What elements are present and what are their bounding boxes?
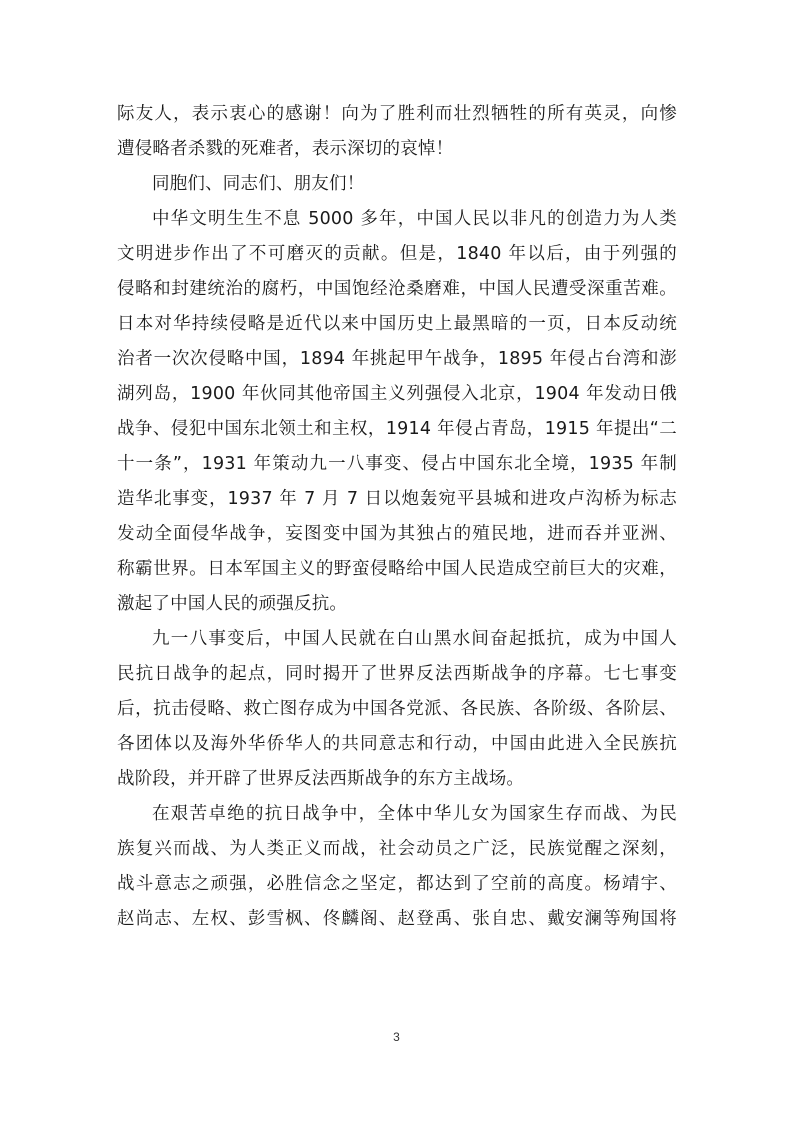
text-line: 民抗日战争的起点，同时揭开了世界反法西斯战争的序幕。七七事变 [117, 664, 677, 684]
text-line: 十一条”，1931 年策动九一八事变、侵占中国东北全境，1935 年制 [117, 454, 677, 474]
text-line: 各团体以及海外华侨华人的共同意志和行动，中国由此进入全民族抗 [117, 734, 677, 754]
text-line: 族复兴而战、为人类正义而战，社会动员之广泛，民族觉醒之深刻， [117, 839, 677, 859]
text-line: 文明进步作出了不可磨灭的贡献。但是，1840 年以后，由于列强的 [117, 244, 677, 264]
text-line: 称霸世界。日本军国主义的野蛮侵略给中国人民造成空前巨大的灾难， [117, 559, 677, 579]
text-line: 际友人，表示衷心的感谢！向为了胜利而壮烈牺牲的所有英灵，向惨 [117, 104, 677, 124]
text-line: 激起了中国人民的顽强反抗。 [117, 594, 348, 614]
page-number: 3 [393, 1030, 400, 1044]
text-line: 湖列岛，1900 年伙同其他帝国主义列强侵入北京，1904 年发动日俄 [117, 384, 677, 404]
text-line: 中华文明生生不息 5000 多年，中国人民以非凡的创造力为人类 [152, 209, 677, 229]
text-line: 后，抗击侵略、救亡图存成为中国各党派、各民族、各阶级、各阶层、 [117, 699, 677, 719]
body-text [117, 97, 677, 937]
text-line: 赵尚志、左权、彭雪枫、佟麟阁、赵登禹、张自忠、戴安澜等殉国将 [117, 909, 677, 929]
text-line: 同胞们、同志们、朋友们！ [152, 174, 365, 194]
text-line: 九一八事变后，中国人民就在白山黑水间奋起抵抗，成为中国人 [152, 629, 677, 649]
text-line: 遭侵略者杀戮的死难者，表示深切的哀悼！ [117, 139, 454, 159]
text-line: 治者一次次侵略中国，1894 年挑起甲午战争，1895 年侵占台湾和澎 [117, 349, 677, 369]
text-line: 侵略和封建统治的腐朽，中国饱经沧桑磨难，中国人民遭受深重苦难。 [117, 279, 677, 299]
text-line: 在艰苦卓绝的抗日战争中，全体中华儿女为国家生存而战、为民 [152, 804, 677, 824]
text-line: 战争、侵犯中国东北领土和主权，1914 年侵占青岛，1915 年提出“二 [117, 419, 677, 439]
text-line: 战斗意志之顽强，必胜信念之坚定，都达到了空前的高度。杨靖宇、 [117, 874, 677, 894]
text-line: 日本对华持续侵略是近代以来中国历史上最黑暗的一页，日本反动统 [117, 314, 677, 334]
text-line: 发动全面侵华战争，妄图变中国为其独占的殖民地，进而吞并亚洲、 [117, 524, 677, 544]
text-line: 造华北事变，1937 年 7 月 7 日以炮轰宛平县城和进攻卢沟桥为标志 [117, 489, 677, 509]
text-line: 战阶段，并开辟了世界反法西斯战争的东方主战场。 [117, 769, 525, 789]
